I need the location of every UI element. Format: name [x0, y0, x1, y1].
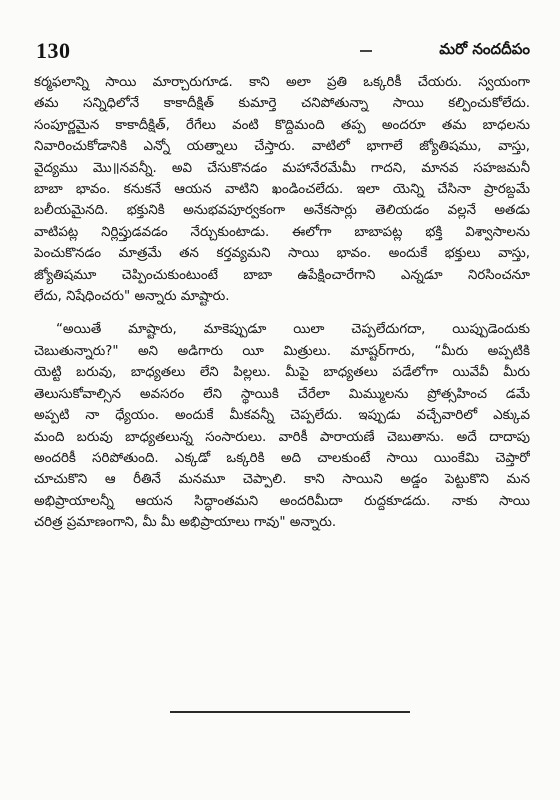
text-line: “అయితే మాష్టారు, మాకెప్పుడూ యిలా చెప్పలేదుగదా, యిప్పుడెందుకు — [56, 322, 530, 338]
paragraph-1 — [34, 72, 530, 307]
text-line: పెంచుకొనడం మాత్రమే తన కర్తవ్యమని సాయి భావం. అందుకే భక్తులు వాస్తు, — [34, 246, 530, 262]
text-line: వైద్యము మొ॥నవన్నీ. అవి చేసుకొనడం మహానేరమేమీ గాదని, మానవ సహజమనీ — [34, 160, 530, 176]
text-line: తెలుసుకోవాల్సిన అవసరం లేని స్థాయికి చేరేలా మిమ్ములను ప్రోత్సహించ డమే — [34, 386, 530, 402]
page-header — [36, 38, 530, 68]
text-line: మంది బరువు బాధ్యతలున్న సంసారులు. వారికీ పారాయణే చెబుతాను. అదే దాదాపు — [34, 429, 530, 445]
text-line: చూచుకొని ఆ రీతినే మనమూ చెప్పాలి. కాని సాయిని అడ్డం పెట్టుకొని మన — [34, 472, 530, 488]
header-dash — [360, 50, 372, 52]
text-line: బాబా భావం. కనుకనే ఆయన వాటిని ఖండించలేదు. ఇలా యెన్ని చేసినా ప్రారబ్దమే — [34, 182, 530, 198]
text-line: అభిప్రాయాలన్నీ ఆయన సిద్ధాంతమని అందరిమీదా రుద్దకూడదు. నాకు సాయి — [34, 493, 530, 509]
text-line: వాటిపట్ల నిర్లిప్తుడవడం నేర్చుకుంటాడు. ఈలోగా బాబాపట్ల భక్తి విశ్వాసాలను — [34, 224, 530, 240]
running-title: మరో నందదీపం — [439, 40, 530, 58]
paragraph-gap — [34, 307, 530, 319]
text-line: సంపూర్ణమైన కాకాదీక్షిత్, రేగేలు వంటి కొద్దిమంది తప్ప అందరూ తమ బాధలను — [34, 117, 530, 133]
text-line: తమ సన్నిధిలోనే కాకాదీక్షిత్ కుమార్తె చనిపోతున్నా సాయి కల్పించుకోలేదు. — [34, 96, 530, 112]
text-line: లేదు, నిషేధించరు" అన్నారు మాష్టారు. — [34, 289, 230, 305]
text-line: యెట్టి బరువు, బాధ్యతలు లేని పిల్లలు. మీపై బాధ్యతలు పడేలోగా యివేవీ మీరు — [34, 365, 530, 381]
text-line: నివారించుకోడానికి ఎన్నో యత్నాలు చేస్తారు. వాటిలో భాగాలే జ్యోతిషము, వాస్తు, — [34, 139, 530, 155]
end-of-section-rule — [170, 711, 410, 713]
text-line: అందరికీ సరిపోతుంది. ఎక్కడో ఒక్కరికి అది చాలకుంటే సాయి యింకేమి చెప్తారో — [34, 450, 530, 466]
text-line: చెబుతున్నారు?" అని అడిగారు యీ మిత్రులు. మాష్టర్‌గారు, “మీరు అప్పటికి — [34, 343, 530, 359]
page-number: 130 — [36, 38, 71, 63]
text-line: జ్యోతిషమూ చెప్పించుకుంటుంటే బాబా ఉపేక్షించారేగాని ఎన్నడూ నిరసించనూ — [34, 267, 530, 283]
text-line: కర్మఫలాన్ని సాయి మార్చారుగూడ. కాని అలా ప్రతి ఒక్కరికీ చేయరు. స్వయంగా — [34, 75, 530, 90]
text-line: అప్పటి నా ధ్యేయం. అందుకే మీకవన్నీ చెప్పలేదు. ఇప్పుడు వచ్చేవారిలో ఎక్కువ — [34, 408, 530, 424]
text-line: చరిత్ర ప్రమాణంగాని, మీ మీ అభిప్రాయాలు గావు" అన్నారు. — [34, 515, 337, 531]
body-text — [34, 72, 530, 534]
text-line: బలీయమైనది. భక్తునికి అనుభవపూర్వకంగా అనేకసార్లు తెలియడం వల్లనే అతడు — [34, 203, 530, 219]
paragraph-2 — [34, 319, 530, 533]
